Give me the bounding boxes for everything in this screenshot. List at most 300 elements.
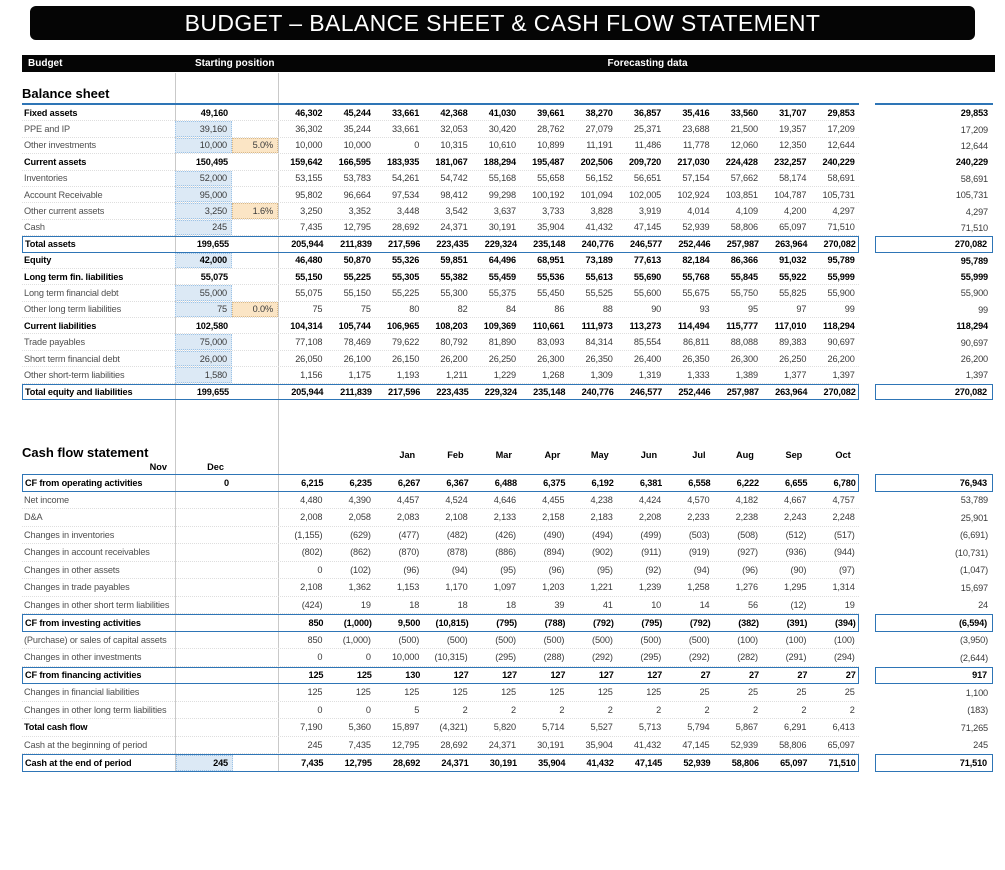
- cell-value: 4,570: [687, 494, 710, 505]
- cell-start[interactable]: 1,580: [175, 367, 232, 382]
- cell-value: 195,487: [532, 156, 565, 167]
- cell-value: 97: [796, 304, 807, 315]
- cell-value: 99,298: [488, 189, 516, 200]
- cell-value: 1,258: [687, 582, 710, 593]
- table-row: [22, 269, 993, 285]
- cell-start: 49,160: [200, 107, 228, 118]
- cash-flow-heading: [22, 445, 993, 474]
- cell-value: 35,904: [537, 222, 565, 233]
- cell-value: 10,000: [343, 140, 371, 151]
- cell-value: 58,806: [730, 222, 758, 233]
- cell-value: 2,243: [784, 512, 807, 523]
- cell-value: (292): [688, 652, 710, 663]
- cell-value: 105,731: [822, 189, 855, 200]
- cell-value: 4,182: [735, 494, 758, 505]
- cell-total: 76,943: [875, 474, 993, 492]
- cell-value: 7,435: [301, 757, 324, 768]
- cell-value: 68,951: [537, 255, 565, 266]
- cell-start: 199,655: [196, 239, 229, 250]
- cell-value: 2: [656, 704, 662, 715]
- cell-value: 4,109: [735, 206, 758, 217]
- cell-value: 88: [602, 304, 613, 315]
- cell-value: 5,360: [348, 722, 371, 733]
- cell-value: 166,595: [338, 156, 371, 167]
- cell-value: 14: [699, 599, 710, 610]
- title-bar: [30, 6, 975, 40]
- cell-value: 95: [747, 304, 758, 315]
- cell-value: 2,133: [493, 512, 516, 523]
- table-row: [22, 220, 993, 236]
- cell-value: 850: [307, 634, 323, 645]
- cell-value: 28,692: [392, 757, 421, 768]
- cell-value: 6,267: [397, 477, 421, 488]
- cell-value: (795): [496, 617, 517, 628]
- cell-value: 202,506: [580, 156, 613, 167]
- cell-value: 1,268: [542, 369, 565, 380]
- cell-value: (424): [301, 599, 323, 610]
- cell-value: 104,787: [774, 189, 807, 200]
- cell-value: 263,964: [775, 386, 808, 397]
- cell-value: 240,229: [822, 156, 855, 167]
- cell-value: (96): [548, 564, 565, 575]
- table-row: [22, 105, 993, 121]
- cell-value: 0: [365, 704, 371, 715]
- table-row: [22, 334, 993, 350]
- cell-value: 211,839: [340, 239, 372, 250]
- cell-value: 55,450: [537, 287, 565, 298]
- cell-value: 55,658: [537, 173, 565, 184]
- cell-value: 229,324: [484, 386, 517, 397]
- cell-total: 105,731: [955, 190, 988, 201]
- cell-start[interactable]: 26,000: [175, 351, 232, 366]
- cell-value: 6,413: [832, 722, 855, 733]
- cell-value: 97,534: [391, 189, 420, 200]
- cell-total: 24: [978, 600, 988, 611]
- table-row: [22, 737, 993, 755]
- cell-value: 217,596: [388, 386, 421, 397]
- cell-value: 64,496: [488, 255, 516, 266]
- cell-total: 917: [875, 667, 993, 685]
- cell-value: (788): [544, 617, 566, 628]
- cell-start[interactable]: 52,000: [175, 171, 232, 186]
- cell-value: 65,097: [827, 739, 855, 750]
- cell-value: (1,155): [294, 529, 323, 540]
- cell-value: 3,733: [542, 206, 565, 217]
- balance-sheet-table: [22, 79, 993, 400]
- row-label: Total assets: [25, 239, 76, 250]
- cell-value: 78,469: [343, 337, 371, 348]
- cell-value: 73,189: [585, 255, 613, 266]
- balance-sheet-heading: [22, 79, 993, 105]
- cell-value: (500): [543, 634, 565, 645]
- cell-value: 125: [452, 687, 468, 698]
- cell-total: 71,265: [960, 722, 988, 733]
- cell-total: 17,209: [960, 124, 988, 135]
- cell-start[interactable]: 75,000: [175, 334, 232, 349]
- cell-value: 1,295: [784, 582, 807, 593]
- cell-value: 55,690: [633, 271, 662, 282]
- cell-value: 55,225: [343, 271, 371, 282]
- row-label: Current liabilities: [24, 320, 97, 331]
- cell-value: 30,191: [537, 739, 565, 750]
- cell-value: (512): [785, 529, 807, 540]
- cell-value: 1,389: [735, 369, 758, 380]
- cell-value: (295): [640, 652, 662, 663]
- cell-value: 100,192: [532, 189, 565, 200]
- cell-start[interactable]: 10,000: [175, 138, 232, 153]
- cell-value: 4,480: [300, 494, 323, 505]
- row-label: Current assets: [24, 156, 87, 167]
- cell-value: 55,150: [343, 287, 371, 298]
- column-header-band: [22, 55, 995, 72]
- cell-value: 235,148: [533, 239, 566, 250]
- cell-value: 53,783: [343, 173, 371, 184]
- cell-value: 55,326: [391, 255, 420, 266]
- cell-value: 5,794: [687, 722, 710, 733]
- cell-value: 205,944: [291, 239, 324, 250]
- cell-value: 2,108: [300, 582, 323, 593]
- cell-value: 11,191: [586, 140, 613, 151]
- table-row: [22, 579, 993, 597]
- cell-value: 2,158: [542, 512, 565, 523]
- cell-total: 15,697: [960, 582, 988, 593]
- row-label: PPE and IP: [24, 124, 70, 135]
- cell-value: 224,428: [725, 156, 758, 167]
- cell-value: 2,233: [687, 512, 710, 523]
- cell-value: (94): [693, 564, 710, 575]
- cell-value: (95): [500, 564, 516, 575]
- cell-value: (878): [446, 547, 468, 558]
- cell-value: 209,720: [628, 156, 662, 167]
- row-label: Changes in other long term liabilities: [24, 704, 167, 715]
- cell-start: 0: [224, 477, 229, 488]
- cell-value: 81,890: [488, 337, 516, 348]
- cell-value: 57,662: [730, 173, 758, 184]
- cell-value: 31,707: [779, 107, 807, 118]
- cell-value: 79,622: [391, 337, 420, 348]
- table-row: [22, 632, 993, 650]
- cell-value: 75: [312, 304, 323, 315]
- header-starting-position: Starting position: [195, 58, 275, 69]
- cell-total: 245: [973, 740, 988, 751]
- row-label: Trade payables: [24, 337, 85, 348]
- cell-value: 56: [747, 599, 758, 610]
- cell-total: 55,999: [960, 272, 988, 283]
- table-row: [22, 171, 993, 187]
- cell-value: 95,802: [295, 189, 323, 200]
- cell-value: 56,651: [633, 173, 662, 184]
- cell-value: 257,987: [726, 239, 759, 250]
- cell-value: 28,762: [537, 124, 565, 135]
- table-row: [22, 649, 993, 667]
- cell-value: 30,191: [488, 222, 516, 233]
- cell-value: 55,382: [440, 271, 468, 282]
- cell-value: 12,350: [779, 140, 807, 151]
- cell-value: 47,145: [633, 222, 662, 233]
- cell-value: 12,060: [730, 140, 758, 151]
- cell-value: 26,150: [391, 353, 420, 364]
- cell-total: (183): [967, 705, 988, 716]
- cell-total: (2,644): [959, 652, 988, 663]
- cell-value: 96,664: [343, 189, 371, 200]
- cell-start[interactable]: 39,160: [175, 121, 232, 136]
- cell-start[interactable]: 42,000: [175, 253, 232, 268]
- cell-total: 71,510: [875, 754, 993, 772]
- cell-value: 2: [704, 704, 710, 715]
- cell-value: 36,302: [295, 124, 323, 135]
- cell-value: 2: [849, 704, 855, 715]
- row-label: Changes in account receivables: [24, 547, 150, 558]
- cell-start: 199,655: [196, 386, 229, 397]
- cell-start[interactable]: 55,000: [175, 285, 232, 300]
- cell-value: 27: [748, 670, 759, 681]
- cell-value: (282): [737, 652, 758, 663]
- cell-value: 1,170: [445, 582, 468, 593]
- cell-value: 3,542: [445, 206, 468, 217]
- cell-total: (3,950): [959, 635, 988, 646]
- cell-value: (500): [398, 634, 420, 645]
- cell-value: 223,435: [436, 239, 469, 250]
- cell-value: 12,795: [344, 757, 372, 768]
- cell-value: 181,067: [435, 156, 468, 167]
- cell-value: 103,851: [725, 189, 758, 200]
- cell-value: 35,904: [585, 739, 613, 750]
- row-label: Cash at the end of period: [25, 757, 132, 768]
- table-row: [22, 702, 993, 720]
- cell-value: 6,291: [784, 722, 807, 733]
- row-label: Other short-term liabilities: [24, 369, 125, 380]
- month-header: Feb: [447, 450, 464, 460]
- cell-value: 28,692: [440, 739, 468, 750]
- row-label: Fixed assets: [24, 107, 78, 118]
- cell-value: 26,250: [779, 353, 807, 364]
- cell-value: 12,795: [391, 739, 420, 750]
- cell-value: 127: [502, 670, 517, 681]
- cell-value: 117,010: [774, 320, 807, 331]
- cell-value: 19: [844, 599, 855, 610]
- month-header: Oct: [835, 450, 851, 460]
- cell-value: 1,314: [832, 582, 855, 593]
- table-row: [22, 527, 993, 545]
- cell-value: (500): [640, 634, 662, 645]
- row-label: Changes in inventories: [24, 529, 115, 540]
- cell-total: 240,229: [955, 157, 988, 168]
- table-row: [22, 121, 993, 137]
- cell-value: (629): [350, 529, 371, 540]
- row-label: Changes in other investments: [24, 652, 142, 663]
- cell-value: (10,315): [434, 652, 468, 663]
- cell-value: 11,486: [634, 140, 662, 151]
- cell-total: 118,294: [956, 321, 988, 332]
- cell-value: 240,776: [581, 386, 614, 397]
- cell-value: 1,153: [396, 582, 420, 593]
- cell-value: 75: [360, 304, 371, 315]
- cell-value: (102): [350, 564, 371, 575]
- cell-value: 4,457: [396, 494, 420, 505]
- cell-value: 25: [699, 687, 710, 698]
- cell-value: 93: [699, 304, 710, 315]
- cell-value: 270,082: [823, 386, 856, 397]
- cell-value: 6,558: [688, 477, 711, 488]
- table-row: [22, 318, 993, 334]
- row-label: Cash at the beginning of period: [24, 739, 148, 750]
- cell-value: (97): [838, 564, 855, 575]
- cell-value: 5,714: [542, 722, 565, 733]
- cell-pct[interactable]: 0.0%: [232, 302, 278, 317]
- cell-value: 2: [801, 704, 807, 715]
- cell-pct[interactable]: 1.6%: [232, 203, 278, 218]
- cell-value: 159,642: [290, 156, 323, 167]
- cell-value: 183,935: [387, 156, 420, 167]
- table-row: [22, 367, 993, 383]
- cell-value: 26,350: [682, 353, 710, 364]
- cell-value: 108,203: [435, 320, 468, 331]
- cell-value: (92): [645, 564, 662, 575]
- cell-value: (96): [742, 564, 758, 575]
- cell-value: 18: [457, 599, 468, 610]
- cell-value: 80: [409, 304, 420, 315]
- cell-value: 50,870: [343, 255, 371, 266]
- month-header: Mar: [495, 450, 512, 460]
- cell-value: 127: [453, 670, 469, 681]
- cell-start[interactable]: 3,250: [175, 203, 232, 218]
- cell-value: 17,209: [827, 124, 855, 135]
- row-label: CF from operating activities: [25, 477, 143, 488]
- cell-start: 150,495: [195, 156, 228, 167]
- cell-value: 12,795: [343, 222, 371, 233]
- cell-value: 125: [307, 687, 323, 698]
- cell-total: 58,691: [960, 173, 988, 184]
- cell-value: 52,939: [730, 739, 758, 750]
- cell-value: (1,000): [343, 617, 372, 628]
- cell-value: 127: [550, 670, 566, 681]
- cell-value: 35,904: [538, 757, 566, 768]
- table-row: [22, 302, 993, 318]
- cell-total: 1,397: [965, 370, 988, 381]
- cell-value: 1,229: [493, 369, 516, 380]
- cell-start[interactable]: 245: [176, 755, 233, 771]
- row-label: Total equity and liabilities: [25, 386, 133, 397]
- cell-value: (508): [737, 529, 758, 540]
- month-header: Aug: [736, 450, 754, 460]
- cell-value: 2: [559, 704, 565, 715]
- cell-value: (96): [403, 564, 420, 575]
- cell-value: 47,145: [682, 739, 710, 750]
- cell-value: 217,596: [388, 239, 421, 250]
- cell-value: 1,211: [446, 369, 468, 380]
- cell-value: 46,480: [295, 255, 323, 266]
- cell-value: 2: [510, 704, 516, 715]
- month-header: Jan: [399, 450, 416, 460]
- cell-value: 6,381: [639, 477, 663, 488]
- cell-value: (517): [833, 529, 855, 540]
- table-row: [22, 614, 993, 632]
- cell-total: 12,644: [960, 140, 988, 151]
- cell-value: 10: [651, 599, 662, 610]
- cell-value: 5,867: [735, 722, 758, 733]
- cell-pct[interactable]: 5.0%: [232, 138, 278, 153]
- cell-value: 3,352: [348, 206, 371, 217]
- cell-total: 53,789: [960, 495, 988, 506]
- row-label: (Purchase) or sales of capital assets: [24, 634, 167, 645]
- cell-value: 55,750: [730, 287, 758, 298]
- cell-value: 12,644: [827, 140, 855, 151]
- cell-value: 27: [700, 670, 711, 681]
- row-label: Cash: [24, 222, 45, 233]
- cell-value: 2,208: [638, 512, 662, 523]
- cell-value: 270,082: [823, 239, 856, 250]
- cell-start[interactable]: 245: [175, 220, 232, 235]
- cell-value: 7,190: [300, 722, 323, 733]
- cell-start[interactable]: 75: [175, 302, 232, 317]
- section-title-balance-sheet: Balance sheet: [22, 86, 110, 101]
- cell-value: 80,792: [440, 337, 468, 348]
- cell-value: 26,300: [730, 353, 758, 364]
- cell-value: 25,371: [633, 124, 662, 135]
- cell-value: 55,225: [391, 287, 420, 298]
- cell-value: 86,366: [730, 255, 758, 266]
- cell-value: 56,152: [585, 173, 613, 184]
- cell-value: 98,412: [440, 189, 468, 200]
- cell-value: 850: [308, 617, 324, 628]
- cell-value: 104,314: [290, 320, 323, 331]
- cell-value: 28,692: [391, 222, 420, 233]
- cell-value: 47,145: [634, 757, 663, 768]
- cell-value: 33,560: [730, 107, 758, 118]
- cell-value: 10,000: [391, 652, 420, 663]
- cell-value: 55,675: [682, 287, 710, 298]
- cell-value: 125: [355, 687, 371, 698]
- cell-value: (500): [592, 634, 613, 645]
- cell-value: 27: [797, 670, 808, 681]
- cell-value: 41,030: [488, 107, 516, 118]
- cell-value: 0: [317, 564, 323, 575]
- cell-value: 0: [317, 704, 323, 715]
- cell-value: 25: [844, 687, 855, 698]
- cell-total: 26,200: [960, 354, 988, 365]
- row-label: Net income: [24, 494, 69, 505]
- table-row: [22, 597, 993, 615]
- cell-value: 26,200: [440, 353, 468, 364]
- cell-value: 1,097: [493, 582, 516, 593]
- cell-value: 5: [414, 704, 420, 715]
- cell-value: 4,297: [832, 206, 855, 217]
- cell-value: 1,175: [348, 369, 371, 380]
- cell-value: 246,577: [629, 386, 663, 397]
- cell-value: 3,828: [590, 206, 613, 217]
- cell-value: (10,815): [435, 617, 469, 628]
- cell-value: 65,097: [780, 757, 808, 768]
- cell-value: 26,350: [585, 353, 613, 364]
- cell-value: 18: [506, 599, 516, 610]
- cell-value: 26,050: [295, 353, 323, 364]
- cell-value: (94): [451, 564, 468, 575]
- cell-start[interactable]: 95,000: [175, 187, 232, 202]
- cell-value: 41,432: [585, 222, 613, 233]
- cell-value: 59,851: [440, 255, 468, 266]
- cell-value: 6,655: [785, 477, 808, 488]
- cell-value: 91,032: [779, 255, 807, 266]
- cell-value: (12): [790, 599, 807, 610]
- cell-total: 90,697: [960, 337, 988, 348]
- cell-value: 106,965: [387, 320, 420, 331]
- cell-value: (894): [543, 547, 565, 558]
- cell-value: 88,088: [730, 337, 758, 348]
- page-title: BUDGET – BALANCE SHEET & CASH FLOW STATEMENT: [184, 9, 821, 36]
- row-label: Changes in other short term liabilities: [24, 599, 170, 610]
- cell-value: 27: [845, 670, 856, 681]
- cell-value: 30,420: [488, 124, 516, 135]
